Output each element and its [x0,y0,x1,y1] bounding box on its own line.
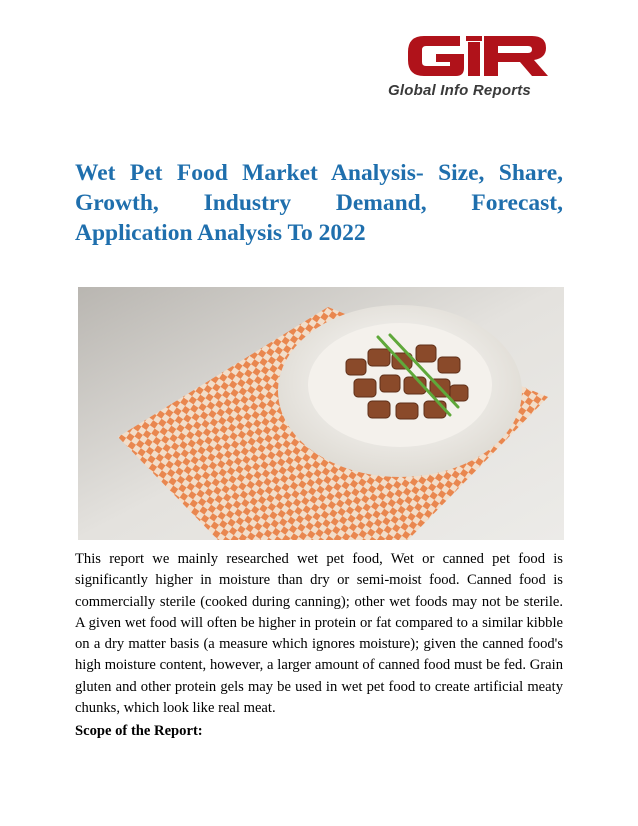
logo-text: Global Info Reports [388,82,531,99]
report-title: Wet Pet Food Market Analysis- Size, Share, Growth, Industry Demand, Forecast, Application Analysis To 2022 [75,160,563,246]
wet-pet-food-photo [78,287,564,540]
gir-logo-icon [402,32,552,80]
report-description: This report we mainly researched wet pet food, Wet or canned pet food is significantly higher in moisture than dry or semi-moist food. Canned food is commercially sterile (cooked during canning); other wet foods may not be sterile. A given wet food will often be higher in protein or fat compared to a similar kibble on a dry matter basis (a measure which ignores moisture); given the canned food's high moisture content, however, a larger amount of canned food must be fed. Grain gluten and other protein gels may be used in wet pet food to create artificial meaty chunks, which look like real meat. [75,551,563,717]
company-logo [380,32,570,106]
section-heading-scope: Scope of the Report: [75,723,203,739]
food-bowl-icon [78,287,564,540]
